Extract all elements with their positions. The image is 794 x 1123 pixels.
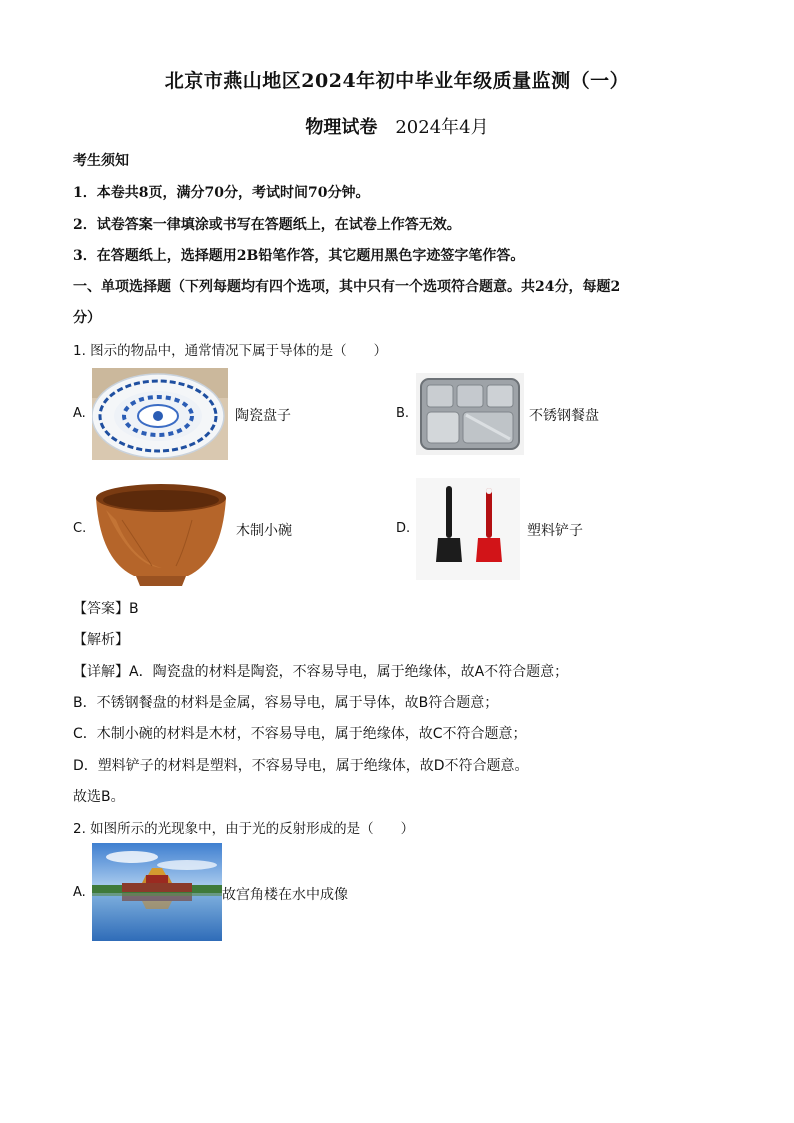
q2-option-a-letter: A. bbox=[73, 885, 86, 900]
answer-label: 【答案】 bbox=[73, 601, 129, 617]
exam-date: 2024年4月 bbox=[395, 117, 489, 138]
notice-item-2: 2．试卷答案一律填涂或书写在答题纸上，在试卷上作答无效。 bbox=[73, 217, 461, 233]
section-heading-line2: 分） bbox=[73, 310, 101, 326]
steel-tray-image bbox=[416, 373, 524, 455]
conclusion-line: 故选B。 bbox=[73, 789, 125, 805]
q1-option-b-text: 不锈钢餐盘 bbox=[529, 408, 599, 424]
detail-line-4: D．塑料铲子的材料是塑料，不容易导电，属于绝缘体，故D不符合题意。 bbox=[73, 758, 529, 774]
wooden-bowl-image bbox=[92, 480, 230, 590]
q1-option-a-letter: A. bbox=[73, 406, 86, 421]
plastic-spatula-image bbox=[416, 478, 520, 580]
q1-option-c-text: 木制小碗 bbox=[236, 523, 292, 539]
exam-title: 北京市燕山地区2024年初中毕业年级质量监测（一） bbox=[164, 70, 630, 92]
q1-stem: 1. 图示的物品中，通常情况下属于导体的是（ ） bbox=[73, 343, 388, 359]
ceramic-plate-image bbox=[92, 368, 228, 460]
notice-heading: 考生须知 bbox=[73, 153, 129, 169]
detail-label: 【详解】 bbox=[73, 664, 129, 680]
q1-option-a-text: 陶瓷盘子 bbox=[235, 408, 291, 424]
palace-reflection-image bbox=[92, 843, 222, 941]
q2-stem: 2. 如图所示的光现象中，由于光的反射形成的是（ ） bbox=[73, 821, 415, 837]
q1-answer bbox=[73, 598, 139, 618]
q2-option-a-text: 故宫角楼在水中成像 bbox=[222, 887, 348, 903]
q1-option-c-letter: C. bbox=[73, 521, 87, 536]
detail-line-2: B．不锈钢餐盘的材料是金属，容易导电，属于导体，故B符合题意； bbox=[73, 695, 499, 711]
section-heading-line1: 一、单项选择题（下列每题均有四个选项，其中只有一个选项符合题意。共24分，每题2 bbox=[73, 279, 621, 295]
subject-label: 物理试卷 bbox=[305, 117, 378, 138]
detail-line-3: C．木制小碗的材料是木材，不容易导电，属于绝缘体，故C不符合题意； bbox=[73, 726, 527, 742]
detail-a: A．陶瓷盘的材料是陶瓷，不容易导电，属于绝缘体，故A不符合题意； bbox=[129, 664, 569, 680]
q1-option-d-letter: D. bbox=[396, 521, 411, 536]
notice-item-1: 1．本卷共8页，满分70分，考试时间70分钟。 bbox=[73, 185, 370, 201]
detail-line-1 bbox=[73, 661, 568, 681]
q1-option-d-text: 塑料铲子 bbox=[527, 523, 583, 539]
q1-option-b-letter: B. bbox=[396, 406, 410, 421]
notice-item-3: 3．在答题纸上，选择题用2B铅笔作答，其它题用黑色字迹签字笔作答。 bbox=[73, 248, 525, 264]
analysis-label: 【解析】 bbox=[73, 632, 129, 648]
answer-value: B bbox=[129, 601, 139, 617]
exam-subtitle bbox=[0, 113, 794, 139]
